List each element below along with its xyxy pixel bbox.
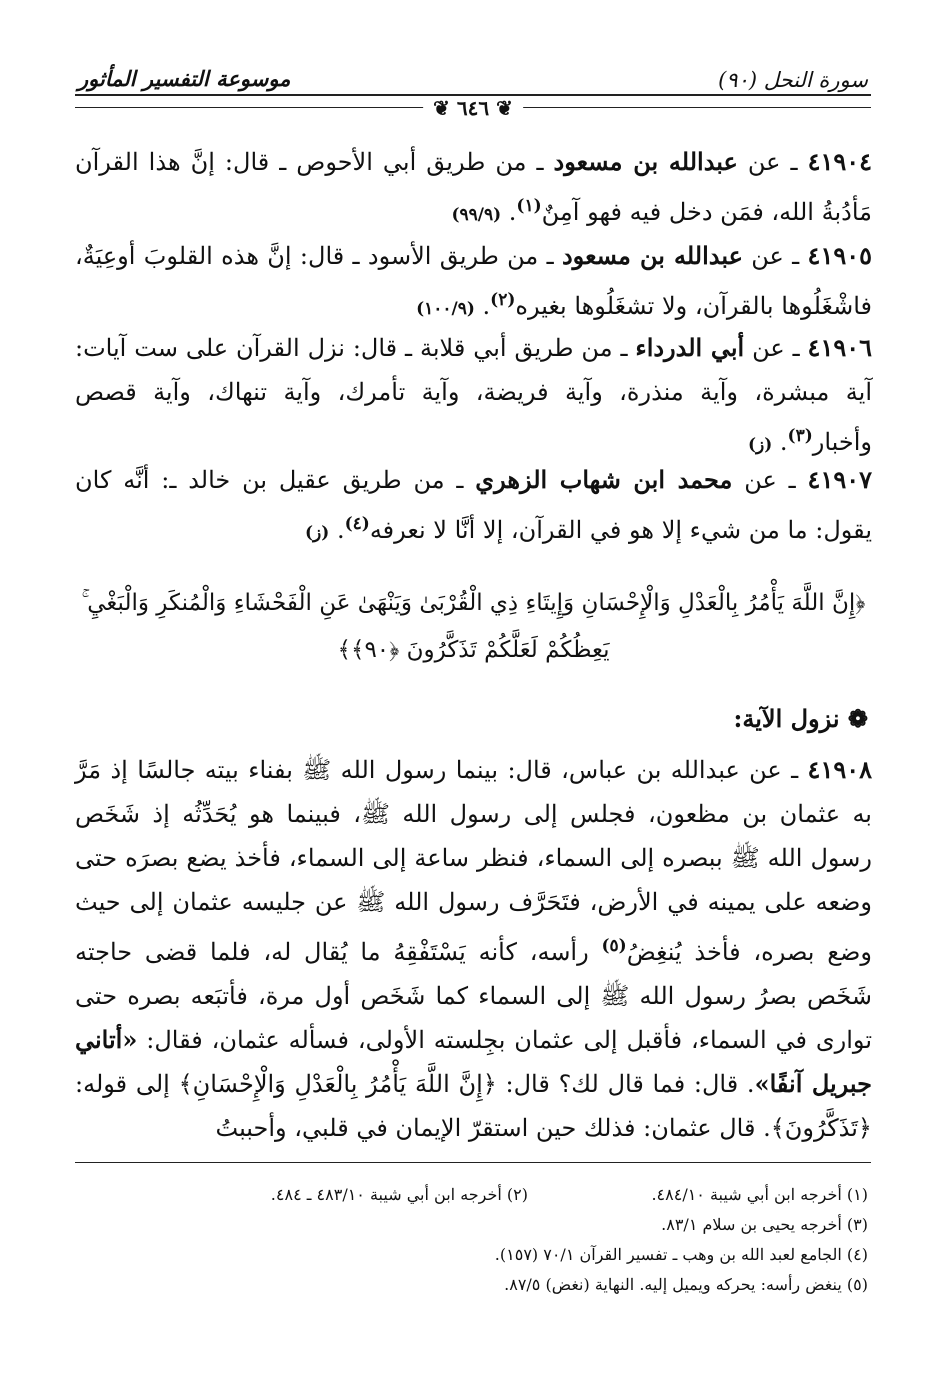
footnote-row [75, 1180, 868, 1210]
paragraph-text: ـ من طريق أبي الأحوص ـ قال: إنَّ هذا القرآن مَأدُبةُ الله، فمَن دخل فيه فهو آمِنٌ [75, 148, 872, 226]
footnote-marker: (١) [516, 196, 542, 216]
paragraph-number: ٤١٩٠٧ [807, 465, 872, 494]
paragraph-41907 [75, 458, 872, 555]
paragraph-end: . [474, 292, 491, 320]
footnote-divider [75, 1162, 871, 1163]
paragraph-41904 [75, 140, 872, 237]
paragraph-text: ـ من طريق الأسود ـ قال: إنَّ هذه القلوبَ أوعِيَةٌ، فاشْغَلُوها بالقرآن، ولا تشغَلُوها بغيره [75, 242, 872, 320]
source-reference: (٩٩/٩) [451, 205, 502, 225]
narrator-name: محمد ابن شهاب الزهري [475, 465, 733, 494]
paragraph-end: . [772, 428, 788, 456]
book-title: موسوعة التفسير المأثور [78, 66, 291, 91]
paragraph-41908 [75, 748, 872, 1150]
paragraph-text: ـ من طريق عقيل بن خالد ـ: أنَّه كان يقول: ما من شيء إلا هو في القرآن، إلا أنَّا لا نعرفه [75, 466, 872, 544]
footnote-2: (٢) أخرجه ابن أبي شيبة ٤٨٣/١٠ ـ ٤٨٤. [270, 1185, 528, 1204]
narrator-name: أبي الدرداء [635, 333, 745, 362]
paragraph-number: ٤١٩٠٤ [807, 147, 873, 176]
surah-title: سورة النحل (٩٠) [718, 68, 868, 92]
footnotes [75, 1180, 868, 1300]
paragraph-separator: ـ عن [737, 148, 808, 176]
narrator-name: عبدالله بن مسعود [561, 241, 743, 270]
source-reference: (ز) [747, 435, 773, 455]
paragraph-separator: ـ عن [742, 242, 808, 270]
quran-verse: ﴿إِنَّ اللَّهَ يَأْمُرُ بِالْعَدْلِ وَالْإِحْسَانِ وَإِيتَاءِ ذِي الْقُرْبَىٰ وَيَنْهَىٰ عَنِ الْفَحْشَاءِ وَالْمُنكَرِ وَالْبَغْيِ ۚ يَعِظُكُمْ لَعَلَّكُمْ تَذَكَّرُونَ ﴿٩٠﴾﴾ [81, 590, 866, 663]
narration-text-part3: . قال: فما قال لك؟ قال: ﴿إِنَّ اللَّهَ يَأْمُرُ بِالْعَدْلِ وَالْإِحْسَانِ﴾ إلى قوله: ﴿تَذَكَّرُونَ﴾. قال عثمان: فذلك حين استقرّ الإيمان في قلبي، وأحببتُ [75, 1070, 872, 1142]
source-reference: (١٠٠/٩) [416, 299, 475, 319]
prophet-quote: «أتاني جبريل آنفًا» [75, 1025, 872, 1098]
footnote-3: (٣) أخرجه يحيى بن سلام ٨٣/١. [661, 1215, 868, 1234]
footnote-1: (١) أخرجه ابن أبي شيبة ٤٨٤/١٠. [651, 1185, 868, 1204]
source-reference: (ز) [305, 523, 330, 543]
narration-text-part2: رأسه، كأنه يَسْتَفْقِهُ ما يُقال له، فلما قضى حاجته شَخَص بصرُ رسول الله ﷺ إلى السماء كما شَخَص أول مرة، فأتبَعه بصره حتى توارى في السماء، فأقبل إلى عثمان بجِلسته الأولى، فسأله عثمان، فقال: [75, 938, 872, 1054]
footnote-marker: (٣) [787, 426, 813, 446]
paragraph-separator: ـ عن [732, 466, 808, 494]
narrator-name: عبدالله بن مسعود [553, 147, 738, 176]
paragraph-number: ٤١٩٠٥ [807, 241, 872, 270]
paragraph-41905 [75, 234, 872, 331]
paragraph-number: ٤١٩٠٨ [807, 755, 872, 784]
paragraph-text: ـ من طريق أبي قلابة ـ قال: نزل القرآن على ست آيات: آية مبشرة، وآية منذرة، وآية فريضة، وآية تأمرك، وآية تنهاك، وآية قصص وأخبار [75, 334, 872, 456]
footnote-5: (٥) ينغض رأسه: يحركه ويميل إليه. النهاية (نغض) ٨٧/٥. [504, 1275, 868, 1294]
footnote-marker: (٤) [344, 514, 370, 534]
page-number: ❦ ٦٤٦ ❦ [423, 96, 523, 120]
footnote-4: (٤) الجامع لعبد الله بن وهب ـ تفسير القرآن ٧٠/١ (١٥٧). [494, 1245, 868, 1264]
page-number-bar [0, 96, 946, 120]
paragraph-separator: ـ عن [744, 334, 808, 362]
footnote-marker: (٥) [601, 936, 627, 956]
footnote-marker: (٢) [490, 290, 516, 310]
paragraph-number: ٤١٩٠٦ [807, 333, 872, 362]
paragraph-41906 [75, 326, 872, 467]
narration-text-part1: ـ عن عبدالله بن عباس، قال: بينما رسول الله ﷺ بفناء بيته جالسًا إذ مَرَّ به عثمان بن مظعون، فجلس إلى رسول الله ﷺ، فبينما هو يُحَدِّثُه إذ شَخَص رسول الله ﷺ ببصره إلى السماء، فنظر ساعة إلى السماء، فأخذ يضع بصرَه حتى وضعه على يمينه في الأرض، فتَحَرَّف رسول الله ﷺ عن جليسه عثمان إلى حيث وضع بصره، فأخذ يُنغِضُ [75, 756, 872, 966]
paragraph-end: . [329, 516, 345, 544]
paragraph-end: . [501, 198, 517, 226]
section-heading: ❁ نزول الآية: [733, 704, 868, 733]
page-number-value: ٦٤٦ [456, 96, 490, 120]
